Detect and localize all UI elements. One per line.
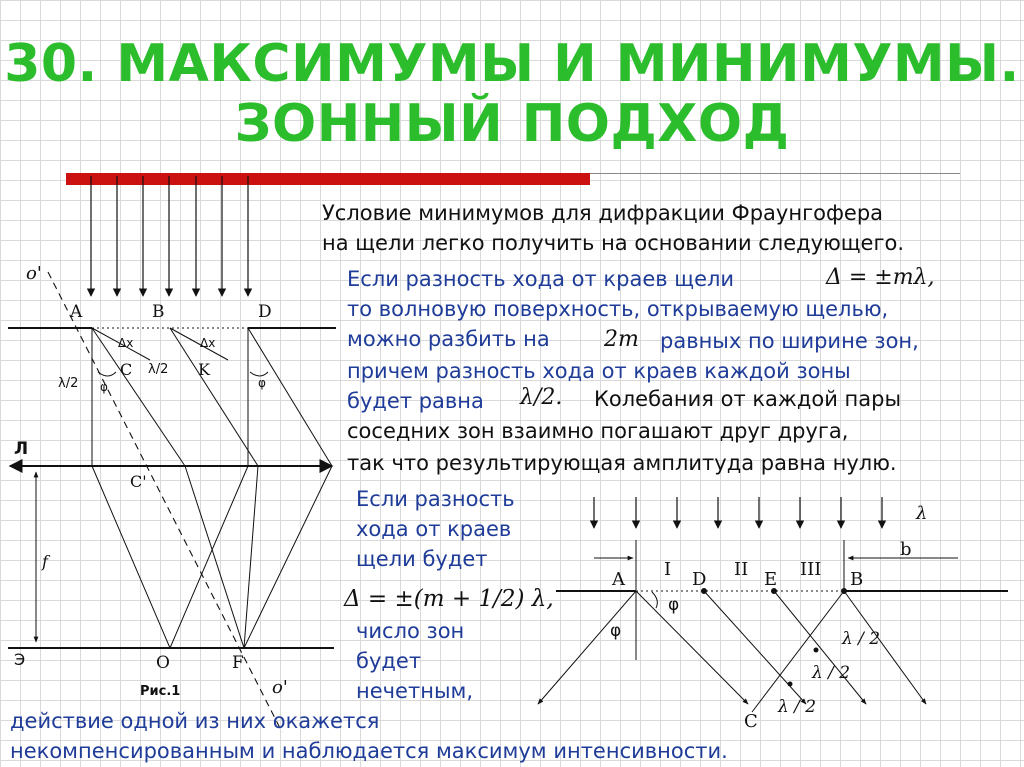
fig1-caption: Рис.1 — [140, 684, 181, 699]
max-line-7: действие одной из них окажется — [10, 709, 380, 733]
fig2-label-half-wave-2: λ / 2 — [812, 663, 851, 683]
fig1-label-lh2: λ/2 — [148, 362, 169, 377]
min-line-4: причем разность хода от краев каждой зоны — [347, 359, 851, 383]
fig2-label-zone-II: II — [734, 559, 749, 580]
fig2-label-zone-I: I — [664, 559, 672, 580]
min-line-3b: равных по ширине зон, — [660, 329, 919, 353]
fig1-label-C: C — [120, 360, 133, 379]
min-line-5a: будет равна — [347, 389, 484, 413]
fig2-label-B: B — [850, 569, 864, 590]
figure-2 — [538, 497, 1008, 712]
fig1-incident-rays — [91, 176, 248, 296]
fig1-label-B: B — [152, 302, 165, 322]
max-line-5: будет — [356, 649, 422, 673]
fig1-label-phi1: φ — [100, 380, 108, 394]
max-line-8: некомпенсированным и наблюдается максимум интенсивности. — [10, 739, 728, 763]
max-line-3: щели будет — [356, 547, 488, 571]
min-line-7: так что результирующая амплитуда равна нулю. — [347, 451, 897, 475]
figure-1 — [8, 176, 336, 732]
min-line-2: то волновую поверхность, открываемую щелью, — [347, 297, 889, 321]
max-line-4: число зон — [356, 619, 465, 643]
max-line-1: Если разность — [356, 487, 515, 511]
fig2-label-half-wave-1: λ / 2 — [842, 629, 881, 649]
min-formula-delta: Δ = ±mλ, — [826, 265, 935, 290]
min-formula-half-wave: λ/2. — [520, 385, 563, 410]
fig1-label-phi2: φ — [258, 376, 266, 390]
fig1-label-lh1: λ/2 — [58, 376, 79, 391]
fig2-label-zone-III: III — [800, 559, 822, 580]
slide-title-line2: ЗОННЫЙ ПОДХОД — [234, 94, 790, 154]
fig1-label-O: O — [156, 653, 170, 673]
fig1-label-K: K — [198, 360, 210, 379]
min-line-6: соседних зон взаимно погашают друг друга, — [347, 419, 849, 443]
fig2-label-b: b — [900, 539, 912, 560]
min-line-3a: можно разбить на — [347, 327, 550, 351]
fig1-label-dx2: Δx — [200, 336, 216, 350]
fig2-label-phi2: φ — [610, 621, 622, 641]
fig1-label-D: D — [258, 302, 272, 322]
intro-line-2: на щели легко получить на основании следующего. — [322, 231, 905, 255]
max-line-2: хода от краев — [356, 517, 512, 541]
fig2-label-D: D — [692, 569, 707, 590]
fig2-incident-rays — [594, 497, 882, 528]
fig1-label-o-top: o' — [26, 263, 42, 284]
fig1-label-f: f — [42, 552, 48, 571]
fig2-label-C: C — [744, 711, 758, 732]
fig1-label-dx1: Δx — [118, 336, 134, 350]
fig1-label-screen: Э — [14, 650, 26, 669]
min-line-5b: Колебания от каждой пары — [594, 387, 902, 411]
fig1-label-Cprime: C' — [130, 472, 147, 491]
fig2-label-half-wave-3: λ / 2 — [778, 697, 817, 717]
fig2-label-A: A — [612, 569, 625, 590]
fig1-label-o-bot: o' — [272, 677, 288, 698]
min-line-1: Если разность хода от краев щели — [347, 267, 735, 291]
max-line-6: нечетным, — [356, 679, 474, 703]
max-formula-delta: Δ = ±(m + 1/2) λ, — [344, 586, 554, 612]
slide-title-line1: 30. МАКСИМУМЫ И МИНИМУМЫ. — [4, 34, 1020, 94]
fig1-label-F: F — [232, 653, 244, 673]
fig2-label-lambda: λ — [916, 503, 928, 524]
fig2-label-E: E — [764, 569, 778, 590]
intro-line-1: Условие минимумов для дифракции Фраунгофера — [322, 201, 884, 225]
min-formula-2m: 2m — [604, 327, 639, 352]
fig2-label-phi1: φ — [668, 595, 680, 615]
fig1-label-A: A — [70, 302, 83, 322]
fig1-label-lens: Л — [14, 439, 29, 459]
